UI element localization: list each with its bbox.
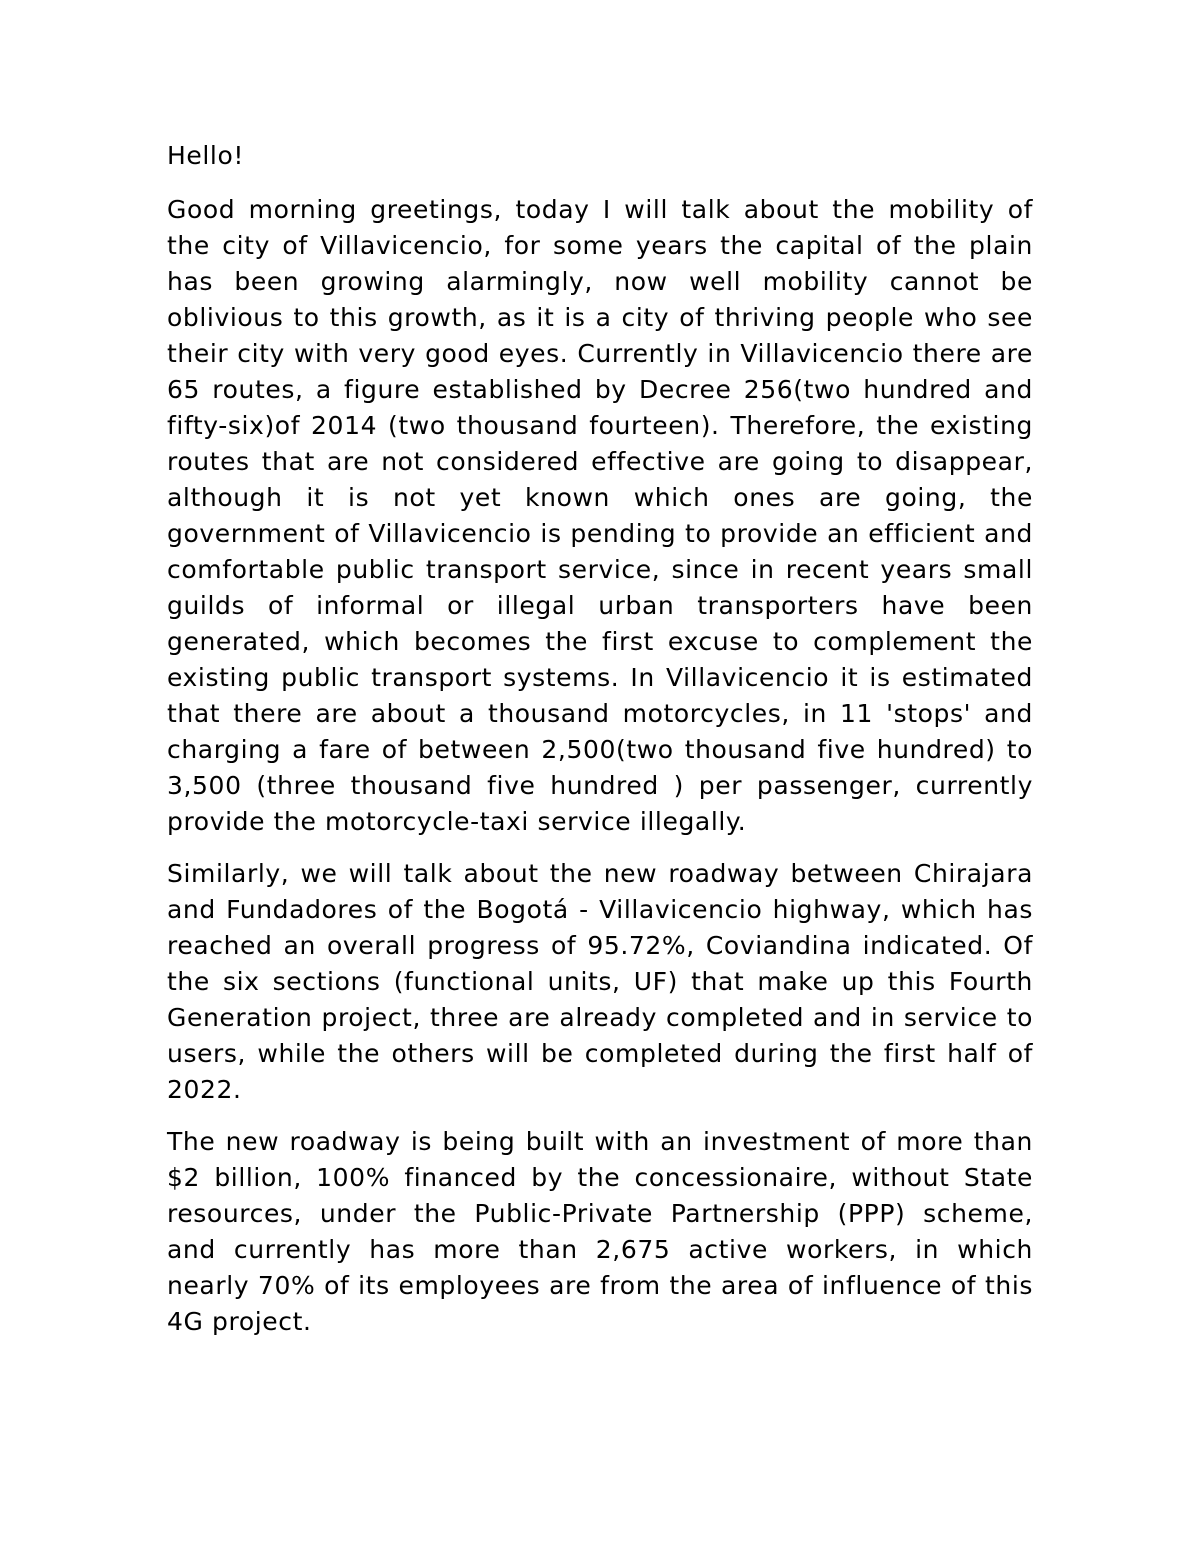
- document-body: [167, 138, 1033, 1356]
- paragraph-roadway: Similarly, we will talk about the new roadway between Chirajara and Fundadores of the Bogotá - Villavicencio highway, which has reached an overall progress of 95.72%, Coviandina indicated. Of the six sections (functional units, UF) that make up this Fourth Generation project, three are already completed and in service to users, while the others will be completed during the first half of 2022.: [167, 859, 1033, 1104]
- greeting: Hello!: [167, 141, 244, 170]
- paragraph-mobility: Good morning greetings, today I will talk about the mobility of the city of Villavicencio, for some years the capital of the plain has been growing alarmingly, now well mobility cannot be oblivious to this growth, as it is a city of thriving people who see their city with very good eyes. Currently in Villavicencio there are 65 routes, a figure established by Decree 256(two hundred and fifty-six)of 2014 (two thousand fourteen). Therefore, the existing routes that are not considered effective are going to disappear, although it is not yet known which ones are going, the government of Villavicencio is pending to provide an efficient and comfortable public transport service, since in recent years small guilds of informal or illegal urban transporters have been generated, which becomes the first excuse to complement the existing public transport systems. In Villavicencio it is estimated that there are about a thousand motorcycles, in 11 'stops' and charging a fare of between 2,500(two thousand five hundred) to 3,500 (three thousand five hundred ) per passenger, currently provide the motorcycle-taxi service illegally.: [167, 195, 1033, 836]
- paragraph-investment: The new roadway is being built with an investment of more than $2 billion, 100% financed by the concessionaire, without State resources, under the Public-Private Partnership (PPP) scheme, and currently has more than 2,675 active workers, in which nearly 70% of its employees are from the area of influence of this 4G project.: [167, 1127, 1033, 1336]
